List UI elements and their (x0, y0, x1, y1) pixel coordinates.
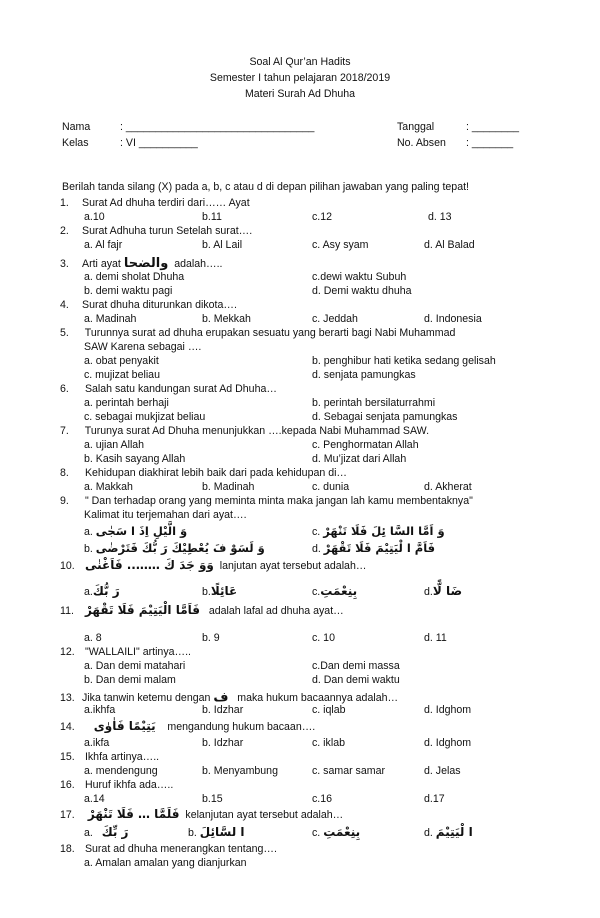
kelas-label: Kelas (62, 137, 89, 149)
question-6 (60, 383, 277, 395)
question-text: mengandung hukum bacaan…. (167, 721, 316, 733)
option-d[interactable]: d. Mu’jizat dari Allah (312, 453, 407, 465)
question-text-cont: Kalimat itu terjemahan dari ayat…. (84, 509, 247, 521)
option-c[interactable]: c. iklab (312, 737, 345, 749)
option-d[interactable]: d. 13 (428, 211, 452, 223)
tanggal-label: Tanggal (397, 121, 435, 133)
arabic-letter: ف (213, 690, 229, 705)
question-number: 7. (60, 425, 69, 437)
option-d[interactable]: d. 11 (424, 632, 447, 644)
question-number: 1. (60, 197, 69, 209)
question-15 (60, 751, 159, 763)
option-b[interactable]: b. Mekkah (202, 313, 251, 325)
kelas-field[interactable]: : VI __________ (120, 137, 198, 149)
option-b[interactable]: b. 9 (202, 632, 220, 644)
option-a[interactable]: a. Dan demi matahari (84, 660, 186, 672)
option-a[interactable]: a.ikfa (84, 737, 110, 749)
option-a[interactable] (84, 584, 120, 598)
option-letter: a. (84, 586, 93, 598)
option-c[interactable]: c.12 (312, 211, 333, 223)
option-c[interactable] (312, 584, 357, 598)
nama-field[interactable]: : ________________________________ (120, 121, 315, 133)
question-text: Surat ad dhuha menerangkan tentang…. (82, 843, 277, 855)
option-d[interactable]: d. Al Balad (424, 239, 475, 251)
question-18 (60, 843, 277, 855)
option-a[interactable]: a.ikhfa (84, 704, 116, 716)
question-text: Surat dhuha diturunkan dikota…. (82, 299, 237, 311)
question-number: 11. (60, 605, 74, 617)
option-letter: b. (188, 827, 197, 839)
option-arabic: بِنِعْمَتِ (320, 584, 358, 598)
question-text: Surat Ad dhuha terdiri dari…… Ayat (82, 197, 250, 209)
question-text: " Dan terhadap orang yang meminta minta maka jangan lah kamu membentaknya" (82, 495, 473, 507)
question-text: Salah satu kandungan surat Ad Dhuha… (82, 383, 277, 395)
arabic-phrase: فَلَمَّا … فَلَا تَنْهَرْ (87, 807, 180, 821)
option-arabic: بِنِعْمَتِ (323, 825, 361, 839)
question-text: "WALLAILI" artinya….. (82, 646, 191, 658)
option-b[interactable]: b. Menyambung (202, 765, 278, 777)
question-text-cont: adalah….. (174, 258, 223, 270)
option-b[interactable] (188, 825, 245, 839)
option-d[interactable]: d. Sebagai senjata pamungkas (312, 411, 458, 423)
option-c[interactable]: c. Asy syam (312, 239, 369, 251)
option-arabic: وَ اَمَّا السَّا ئِلَ فَلَا تَنْهَرْ (323, 524, 445, 538)
question-12 (60, 646, 191, 658)
option-c[interactable] (312, 825, 360, 839)
option-a[interactable]: a.10 (84, 211, 105, 223)
question-number: 14. (60, 721, 75, 733)
question-16 (60, 779, 173, 791)
instruction-text: Berilah tanda silang (X) pada a, b, c atau d di depan pilihan jawaban yang paling tepat! (62, 181, 469, 193)
option-arabic: فَاَمَّ ا لْيَتِيْمَ فَلَا تَقْهَرْ (323, 541, 436, 555)
option-d[interactable]: d. Akherat (424, 481, 472, 493)
question-text-cont: maka hukum bacaannya adalah… (237, 692, 399, 704)
option-a[interactable]: a. ujian Allah (84, 439, 145, 451)
document-semester: Semester I tahun pelajaran 2018/2019 (209, 72, 391, 84)
question-7 (60, 425, 429, 437)
option-arabic: ا لْيَتِيْمَ (435, 825, 473, 839)
option-c[interactable]: c. 10 (312, 632, 335, 644)
option-d[interactable]: d.17 (424, 793, 445, 805)
absen-label: No. Absen (397, 137, 446, 149)
option-d[interactable]: d. Indonesia (424, 313, 482, 325)
tanggal-field[interactable]: : ________ (466, 121, 520, 133)
arabic-phrase: فَاَمَّا الْيَتِيْمَ فَلَا تَقْهَرْ (84, 603, 201, 617)
option-c[interactable]: c.Dan demi massa (312, 660, 400, 672)
option-a[interactable] (84, 825, 128, 839)
option-letter: c. (312, 586, 321, 598)
question-number: 16. (60, 779, 75, 791)
question-number: 18. (60, 843, 75, 855)
question-1 (60, 197, 250, 209)
option-letter: d. (424, 827, 433, 839)
option-letter: c. (312, 526, 321, 538)
option-c[interactable]: c.dewi waktu Subuh (312, 271, 407, 283)
question-14 (60, 719, 315, 733)
nama-label: Nama (62, 121, 91, 133)
option-a[interactable]: a. mendengung (84, 765, 158, 777)
option-letter: c. (312, 827, 321, 839)
option-b[interactable]: b. perintah bersilaturrahmi (312, 397, 436, 409)
question-text: Ikhfa artinya….. (82, 751, 160, 763)
question-number: 5. (60, 327, 69, 339)
option-letter: a. (84, 526, 93, 538)
option-c[interactable]: c. Jeddah (312, 313, 358, 325)
question-number: 3. (60, 258, 69, 270)
option-b[interactable] (202, 584, 237, 598)
arabic-phrase: يَتِيْمًا فَاٰوٰى (93, 719, 156, 733)
option-letter: b. (84, 543, 93, 555)
question-text: adalah lafal ad dhuha ayat… (208, 605, 344, 617)
option-a[interactable]: a. Madinah (84, 313, 137, 325)
option-a[interactable]: a. Al fajr (84, 239, 123, 251)
option-d[interactable]: d. senjata pamungkas (312, 369, 416, 381)
option-arabic: وَ لَسَوْ فَ يُعْطِيْكَ رَ بُّكَ فَتَرْضٰى (95, 541, 265, 555)
option-b[interactable]: b. Kasih sayang Allah (84, 453, 186, 465)
question-4 (60, 299, 237, 311)
option-a[interactable]: a. demi sholat Dhuha (84, 271, 185, 283)
option-arabic: عَائِلًا (210, 584, 238, 598)
option-c[interactable]: c. Penghormatan Allah (312, 439, 419, 451)
question-2 (60, 225, 252, 237)
option-b[interactable]: b. demi waktu pagi (84, 285, 173, 297)
question-number: 13. (60, 692, 75, 704)
question-9 (60, 495, 473, 507)
option-b[interactable]: b. Al Lail (202, 239, 243, 251)
option-c[interactable]: c.16 (312, 793, 333, 805)
question-text: Kehidupan diakhirat lebih baik dari pada kehidupan di… (82, 467, 348, 479)
option-a[interactable]: a. obat penyakit (84, 355, 159, 367)
option-d[interactable]: d. Idghom (424, 704, 472, 716)
option-b[interactable]: b. Dan demi malam (84, 674, 176, 686)
option-d[interactable]: d. Dan demi waktu (312, 674, 400, 686)
question-text: kelanjutan ayat tersebut adalah… (185, 809, 344, 821)
arabic-phrase: والضحا (123, 256, 169, 271)
question-text: Turunnya surat ad dhuha erupakan sesuatu yang berarti bagi Nabi Muhammad (82, 327, 456, 339)
question-number: 10. (60, 560, 75, 572)
option-letter: d. (312, 543, 321, 555)
question-10 (60, 558, 366, 572)
option-a[interactable]: a.14 (84, 793, 105, 805)
option-b[interactable]: b. penghibur hati ketika sedang gelisah (312, 355, 496, 367)
document-title: Soal Al Qur’an Hadits (249, 56, 351, 68)
option-c[interactable]: c. samar samar (312, 765, 385, 777)
option-c[interactable]: c. sebagai mukjizat beliau (84, 411, 206, 423)
option-arabic: ضَا لًّا (432, 584, 463, 598)
question-text: Surat Adhuha turun Setelah surat…. (82, 225, 253, 237)
question-number: 4. (60, 299, 69, 311)
question-number: 6. (60, 383, 69, 395)
option-c[interactable]: c. dunia (312, 481, 350, 493)
question-text: Turunya surat Ad Dhuha menunjukkan ….kepada Nabi Muhammad SAW. (82, 425, 430, 437)
option-b[interactable]: b.11 (202, 211, 222, 223)
option-letter: a. (84, 827, 93, 839)
option-b[interactable]: b.15 (202, 793, 223, 805)
question-3 (60, 256, 222, 271)
arabic-phrase: وَوَ جَدَ كَ …….. فَاَغْنٰى (84, 558, 214, 572)
option-arabic: رَ بِّكَ (101, 825, 129, 839)
option-arabic: ا لسَّائِلَ (199, 825, 245, 839)
absen-field[interactable]: : _______ (466, 137, 514, 149)
question-17 (60, 807, 343, 821)
option-a[interactable]: a. Amalan amalan yang dianjurkan (84, 857, 247, 869)
question-number: 17. (60, 809, 75, 821)
option-d[interactable] (424, 584, 462, 598)
question-11 (60, 603, 344, 617)
option-a[interactable]: a. 8 (84, 632, 102, 644)
question-number: 9. (60, 495, 69, 507)
question-8 (60, 467, 347, 479)
option-letter: b. (202, 586, 211, 598)
document-materi: Materi Surah Ad Dhuha (244, 88, 356, 100)
question-text: lanjutan ayat tersebut adalah… (219, 560, 367, 572)
option-b[interactable] (84, 541, 265, 555)
option-d[interactable]: d. Jelas (424, 765, 461, 777)
option-arabic: رَ بُّكَ (92, 584, 120, 598)
option-b[interactable]: b. Madinah (202, 481, 255, 493)
question-text: Arti ayat (82, 258, 121, 270)
option-c[interactable] (312, 524, 445, 538)
question-number: 2. (60, 225, 69, 237)
question-text: Huruf ikhfa ada….. (82, 779, 174, 791)
option-a[interactable]: a. Makkah (84, 481, 133, 493)
question-number: 12. (60, 646, 75, 658)
question-number: 15. (60, 751, 75, 763)
question-text-cont: SAW Karena sebagai …. (84, 341, 202, 353)
option-d[interactable] (312, 541, 435, 555)
option-b[interactable]: b. Idzhar (202, 704, 244, 716)
option-b[interactable]: b. Idzhar (202, 737, 244, 749)
option-c[interactable]: c. mujizat beliau (84, 369, 160, 381)
question-13 (60, 690, 398, 705)
option-a[interactable] (84, 524, 187, 538)
option-letter: d. (424, 586, 433, 598)
option-arabic: وَ الَّيْلِ اِذَ ا سَجٰى (95, 524, 188, 538)
option-d[interactable]: d. Demi waktu dhuha (312, 285, 412, 297)
option-a[interactable]: a. perintah berhaji (84, 397, 169, 409)
question-5 (60, 327, 455, 339)
question-text: Jika tanwin ketemu dengan (82, 692, 211, 704)
question-number: 8. (60, 467, 69, 479)
option-c[interactable]: c. iqlab (312, 704, 346, 716)
option-d[interactable]: d. Idghom (424, 737, 472, 749)
option-d[interactable] (424, 825, 473, 839)
